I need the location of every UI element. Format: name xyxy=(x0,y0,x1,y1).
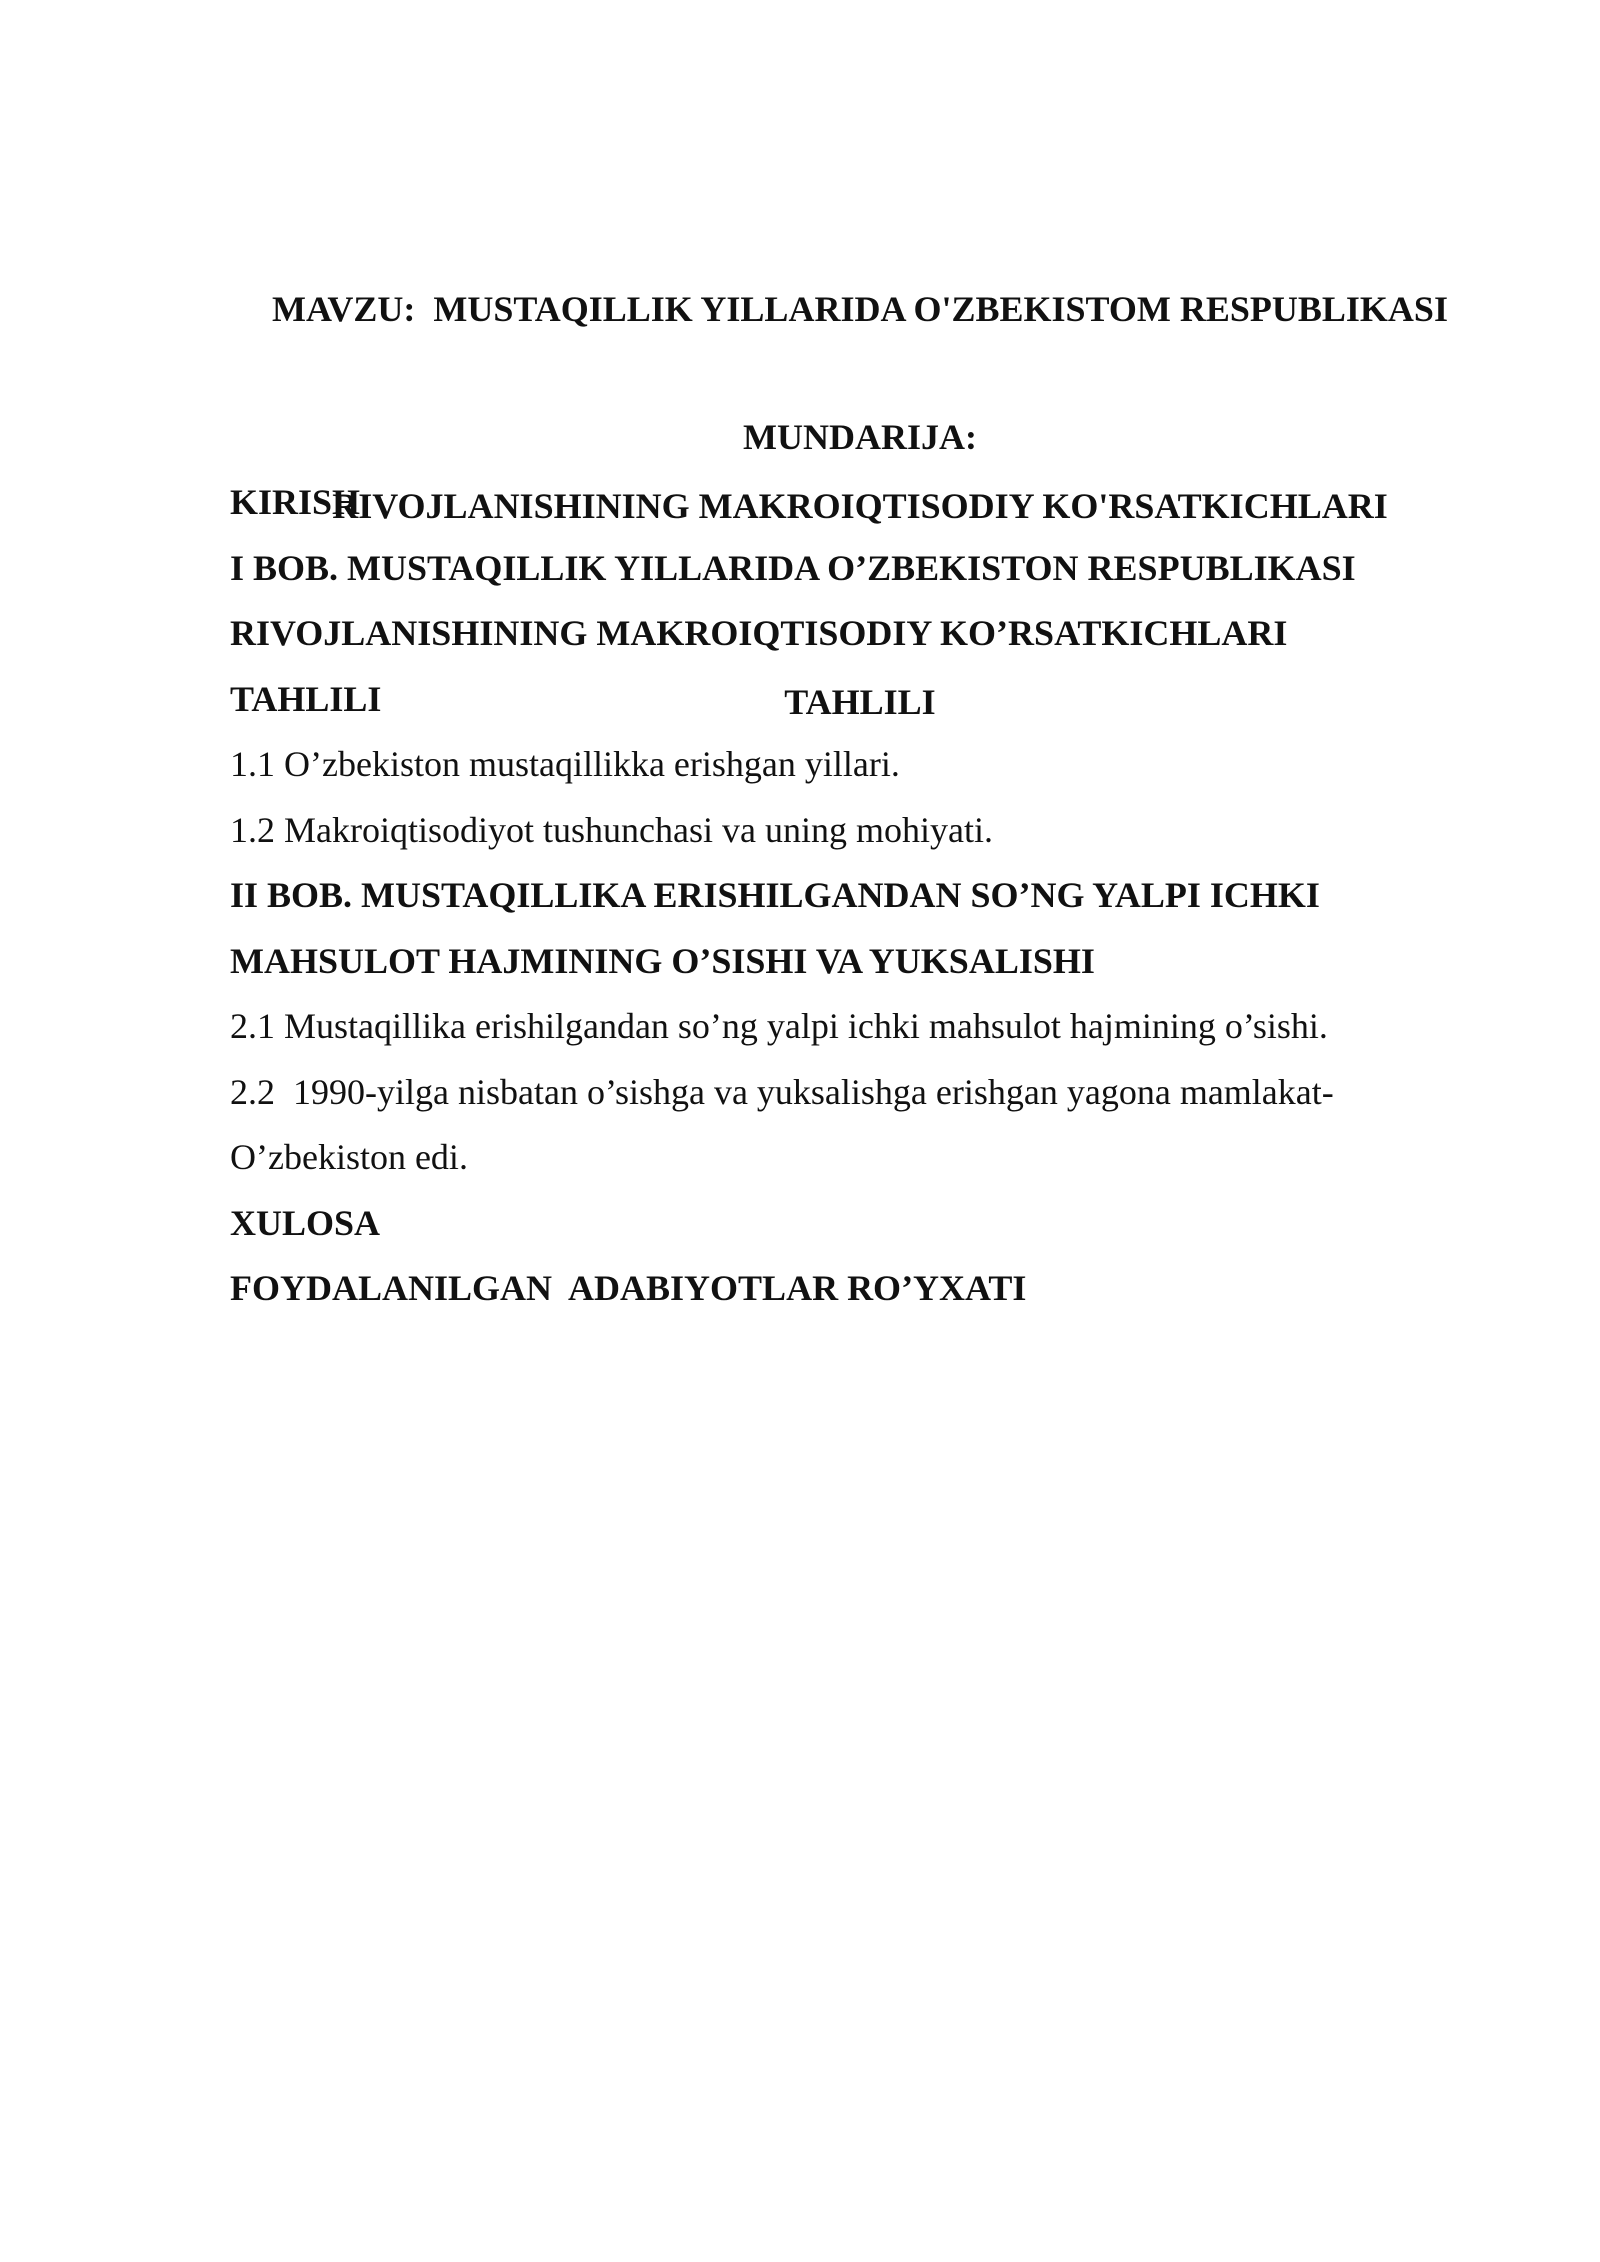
title-line: TAHLILI xyxy=(784,682,936,722)
toc-entry-chapter-2-cont: MAHSULOT HAJMINING O’SISHI VA YUKSALISHI xyxy=(230,940,1095,981)
title-line: RIVOJLANISHINING MAKROIQTISODIY KO'RSATKICHLARI xyxy=(332,485,1388,526)
toc-heading: MUNDARIJA: xyxy=(743,417,977,457)
toc-entry-section-2-2-cont: O’zbekiston edi. xyxy=(230,1137,468,1177)
toc-entry-chapter-2: II BOB. MUSTAQILLIKA ERISHILGANDAN SO’NG YALPI ICHKI xyxy=(230,875,1320,915)
toc-entry-chapter-1: I BOB. MUSTAQILLIK YILLARIDA O’ZBEKISTON RESPUBLIKASI xyxy=(230,547,1356,588)
toc-entry-section-1-2: 1.2 Makroiqtisodiyot tushunchasi va uning mohiyati. xyxy=(230,809,993,850)
toc-entry-chapter-1-cont: TAHLILI xyxy=(230,678,382,719)
toc-entry-section-1-1: 1.1 O’zbekiston mustaqillikka erishgan yillari. xyxy=(230,744,900,784)
toc-entry-introduction: KIRISH xyxy=(230,482,361,522)
toc-entry-section-2-2: 2.2 1990-yilga nisbatan o’sishga va yuksalishga erishgan yagona mamlakat- xyxy=(230,1071,1334,1112)
title-line: MAVZU: MUSTAQILLIK YILLARIDA O'ZBEKISTOM RESPUBLIKASI xyxy=(272,289,1448,329)
toc-entry-chapter-1-cont: RIVOJLANISHINING MAKROIQTISODIY KO’RSATKICHLARI xyxy=(230,613,1288,653)
toc-entry-references: FOYDALANILGAN ADABIYOTLAR RO’YXATI xyxy=(230,1268,1027,1308)
table-of-contents xyxy=(230,470,1430,1322)
toc-entry-conclusion: XULOSA xyxy=(230,1202,381,1243)
toc-entry-section-2-1: 2.1 Mustaqillika erishilgandan so’ng yalpi ichki mahsulot hajmining o’sishi. xyxy=(230,1006,1328,1046)
